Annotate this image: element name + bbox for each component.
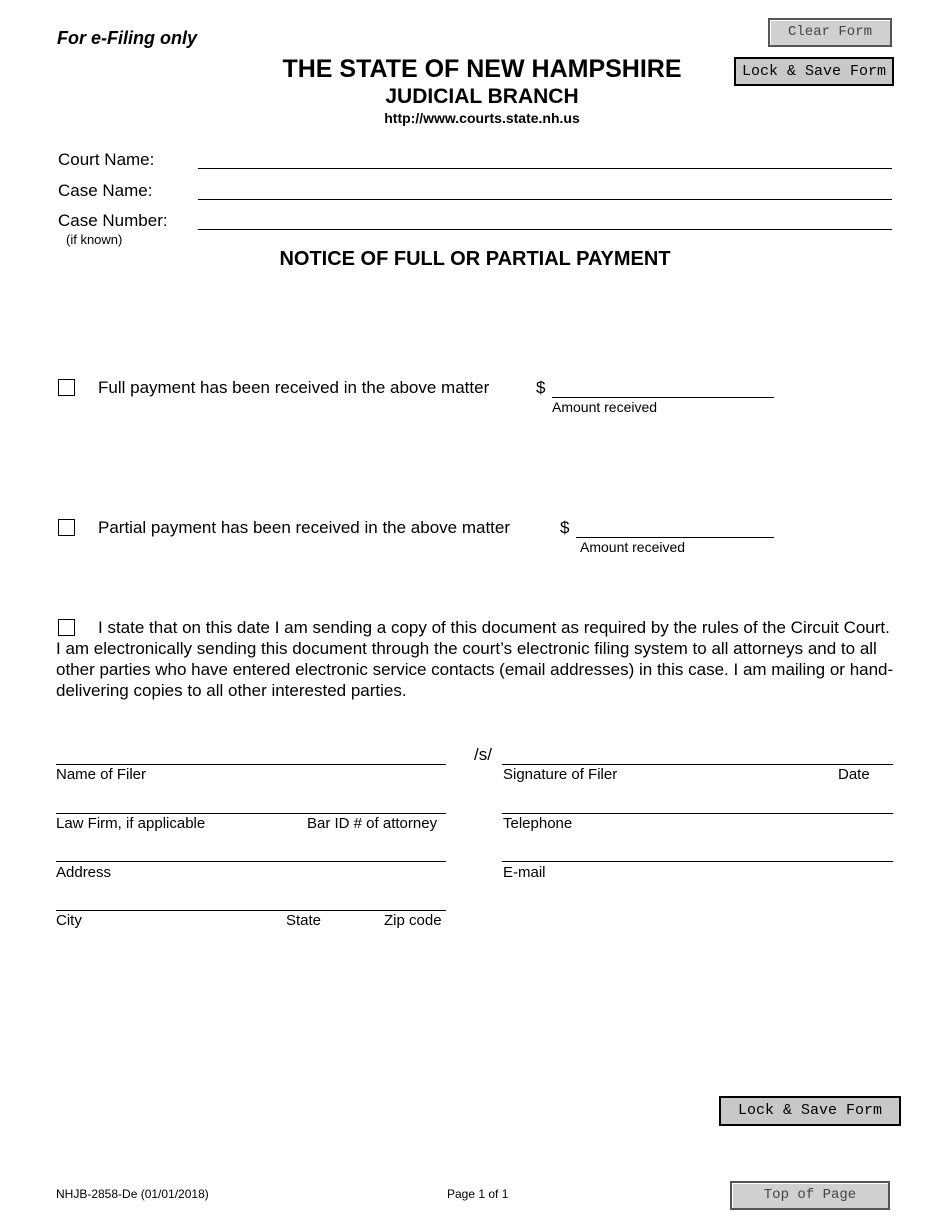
- form-title: NOTICE OF FULL OR PARTIAL PAYMENT: [279, 248, 671, 270]
- email-label: E-mail: [503, 864, 546, 881]
- signature-prefix: /s/: [474, 745, 492, 764]
- case-number-line: [198, 229, 892, 230]
- form-id: NHJB-2858-De (01/01/2018): [56, 1187, 209, 1201]
- telephone-label: Telephone: [503, 815, 573, 832]
- signature-label: Signature of Filer: [503, 766, 618, 783]
- email-line: [502, 861, 893, 862]
- address-label: Address: [56, 864, 112, 881]
- city-state-zip-field[interactable]: [56, 890, 446, 910]
- court-name-label: Court Name:: [58, 150, 155, 169]
- state-label: State: [286, 912, 322, 929]
- page-number: Page 1 of 1: [447, 1187, 509, 1201]
- zip-label: Zip code: [384, 912, 442, 929]
- clear-form-button[interactable]: Clear Form: [768, 18, 892, 47]
- case-number-label: Case Number:: [58, 211, 168, 230]
- full-payment-label: Full payment has been received in the above matter: [98, 378, 490, 397]
- court-url: http://www.courts.state.nh.us: [384, 110, 580, 126]
- telephone-line: [502, 813, 893, 814]
- filer-name-line: [56, 764, 446, 765]
- law-firm-line: [56, 813, 446, 814]
- if-known-label: (if known): [66, 232, 123, 247]
- full-payment-amount-field[interactable]: [552, 378, 774, 398]
- case-name-line: [198, 199, 892, 200]
- partial-payment-checkbox[interactable]: [58, 519, 75, 536]
- bar-id-label: Bar ID # of attorney: [307, 815, 438, 832]
- lock-save-form-button[interactable]: Lock & Save Form: [734, 57, 894, 86]
- case-name-field[interactable]: [198, 180, 892, 200]
- telephone-field[interactable]: [502, 793, 893, 813]
- case-name-label: Case Name:: [58, 181, 153, 200]
- address-line: [56, 861, 446, 862]
- city-label: City: [56, 912, 82, 929]
- branch-title: JUDICIAL BRANCH: [385, 85, 579, 108]
- law-firm-field[interactable]: [56, 793, 446, 813]
- case-number-field[interactable]: [198, 210, 892, 230]
- filer-name-label: Name of Filer: [56, 766, 147, 783]
- signature-line: [502, 764, 893, 765]
- email-field[interactable]: [502, 841, 893, 861]
- court-name-line: [198, 168, 892, 169]
- lock-save-form-bottom-button[interactable]: Lock & Save Form: [719, 1096, 901, 1126]
- full-payment-checkbox[interactable]: [58, 379, 75, 396]
- partial-payment-amount-field[interactable]: [576, 518, 774, 538]
- full-payment-currency: $: [536, 378, 546, 397]
- partial-payment-amount-line: [576, 537, 774, 538]
- address-field[interactable]: [56, 841, 446, 861]
- certification-text: I state that on this date I am sending a copy of this document as required by the rules of the Circuit Court. I am electronically sending this document through the court’s electronic filing system to all attorneys and to all other parties who have entered electronic service contacts (email addresses) in this case. I am mailing or hand-delivering copies to all other interested parties.: [56, 618, 894, 700]
- top-of-page-button[interactable]: Top of Page: [730, 1181, 890, 1210]
- state-title: THE STATE OF NEW HAMPSHIRE: [282, 55, 682, 83]
- law-firm-label: Law Firm, if applicable: [56, 815, 206, 832]
- city-line: [56, 910, 446, 911]
- filer-name-field[interactable]: [56, 744, 446, 764]
- partial-payment-currency: $: [560, 518, 570, 537]
- date-label: Date: [838, 766, 870, 783]
- signature-field[interactable]: [502, 744, 893, 764]
- full-payment-amount-label: Amount received: [552, 399, 658, 415]
- partial-payment-label: Partial payment has been received in the above matter: [98, 518, 511, 537]
- court-name-field[interactable]: [198, 150, 892, 170]
- partial-payment-amount-label: Amount received: [580, 539, 686, 555]
- full-payment-amount-line: [552, 397, 774, 398]
- efiling-notice: For e-Filing only: [57, 28, 197, 48]
